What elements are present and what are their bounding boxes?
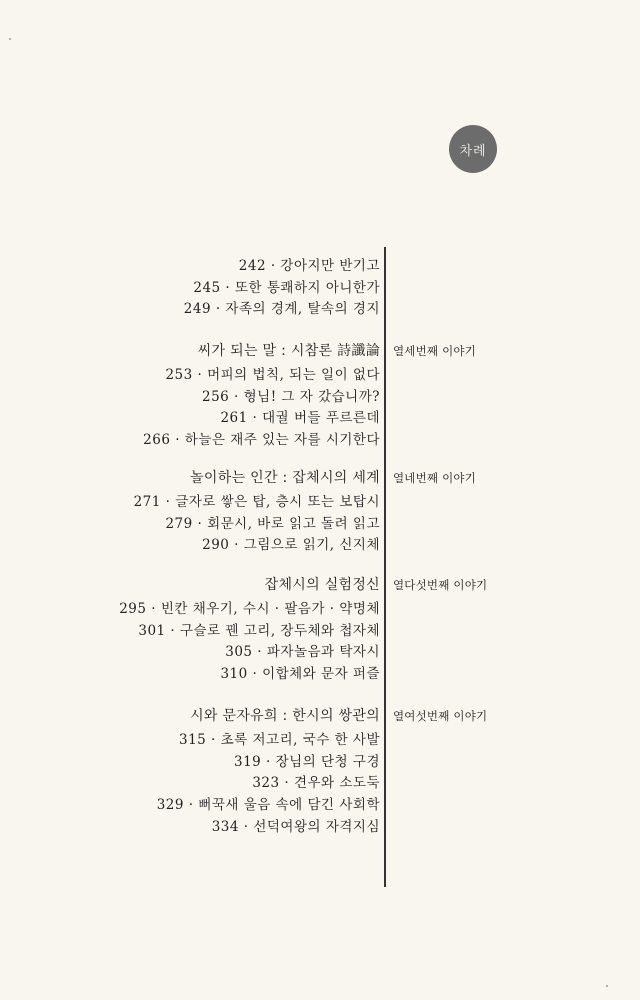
toc-entry: 295 · 빈칸 채우기, 수시 · 팔음가 · 약명체 xyxy=(119,601,380,617)
toc-entry: 334 · 선덕여왕의 자격지심 xyxy=(211,818,380,835)
scan-speck xyxy=(606,985,608,987)
toc-entry: 242 · 강아지만 반기고 xyxy=(238,258,380,274)
toc-entry: 266 · 하늘은 재주 있는 자를 시기한다 xyxy=(143,432,380,449)
section-heading: 놀이하는 인간 : 잡체시의 세계 xyxy=(190,470,380,486)
toc-entry: 319 · 장님의 단청 구경 xyxy=(233,753,380,770)
section-heading: 씨가 되는 말 : 시참론 詩讖論 xyxy=(197,343,380,359)
section-label: 열세번째 이야기 xyxy=(393,344,477,358)
toc-entry: 256 · 형님! 그 자 갔습니까? xyxy=(201,388,380,405)
toc-entry: 301 · 구슬로 꿴 고리, 장두체와 첩자체 xyxy=(138,622,380,639)
toc-entry: 310 · 이합체와 문자 퍼즐 xyxy=(220,666,380,683)
toc-entry: 271 · 글자로 쌓은 탑, 층시 또는 보탑시 xyxy=(133,494,380,510)
toc-entry: 279 · 회문시, 바로 읽고 돌려 읽고 xyxy=(165,515,380,532)
toc-entry: 261 · 대궐 버들 푸르른데 xyxy=(220,410,380,427)
toc-entry: 329 · 뻐꾹새 울음 속에 담긴 사회학 xyxy=(156,797,380,814)
toc-entry: 305 · 파자놀음과 탁자시 xyxy=(225,644,380,661)
toc-entry: 315 · 초록 저고리, 국수 한 사발 xyxy=(178,732,380,748)
section-label: 열다섯번째 이야기 xyxy=(393,578,488,592)
toc-entry: 290 · 그림으로 읽기, 신지체 xyxy=(202,537,380,554)
toc-entry: 253 · 머피의 법칙, 되는 일이 없다 xyxy=(165,367,380,383)
toc-entry: 245 · 또한 통쾌하지 아니한가 xyxy=(193,279,380,296)
toc-entry: 323 · 견우와 소도둑 xyxy=(252,775,380,792)
section-heading: 시와 문자유희 : 한시의 쌍관의 xyxy=(190,708,380,724)
column-divider xyxy=(384,247,386,887)
section-heading: 잡체시의 실험정신 xyxy=(264,577,380,593)
scan-speck xyxy=(9,38,11,40)
toc-badge: 차례 xyxy=(449,125,497,173)
toc-entry: 249 · 자족의 경계, 탈속의 경지 xyxy=(183,301,380,318)
section-label: 열네번째 이야기 xyxy=(393,471,477,485)
section-label: 열여섯번째 이야기 xyxy=(393,709,488,723)
